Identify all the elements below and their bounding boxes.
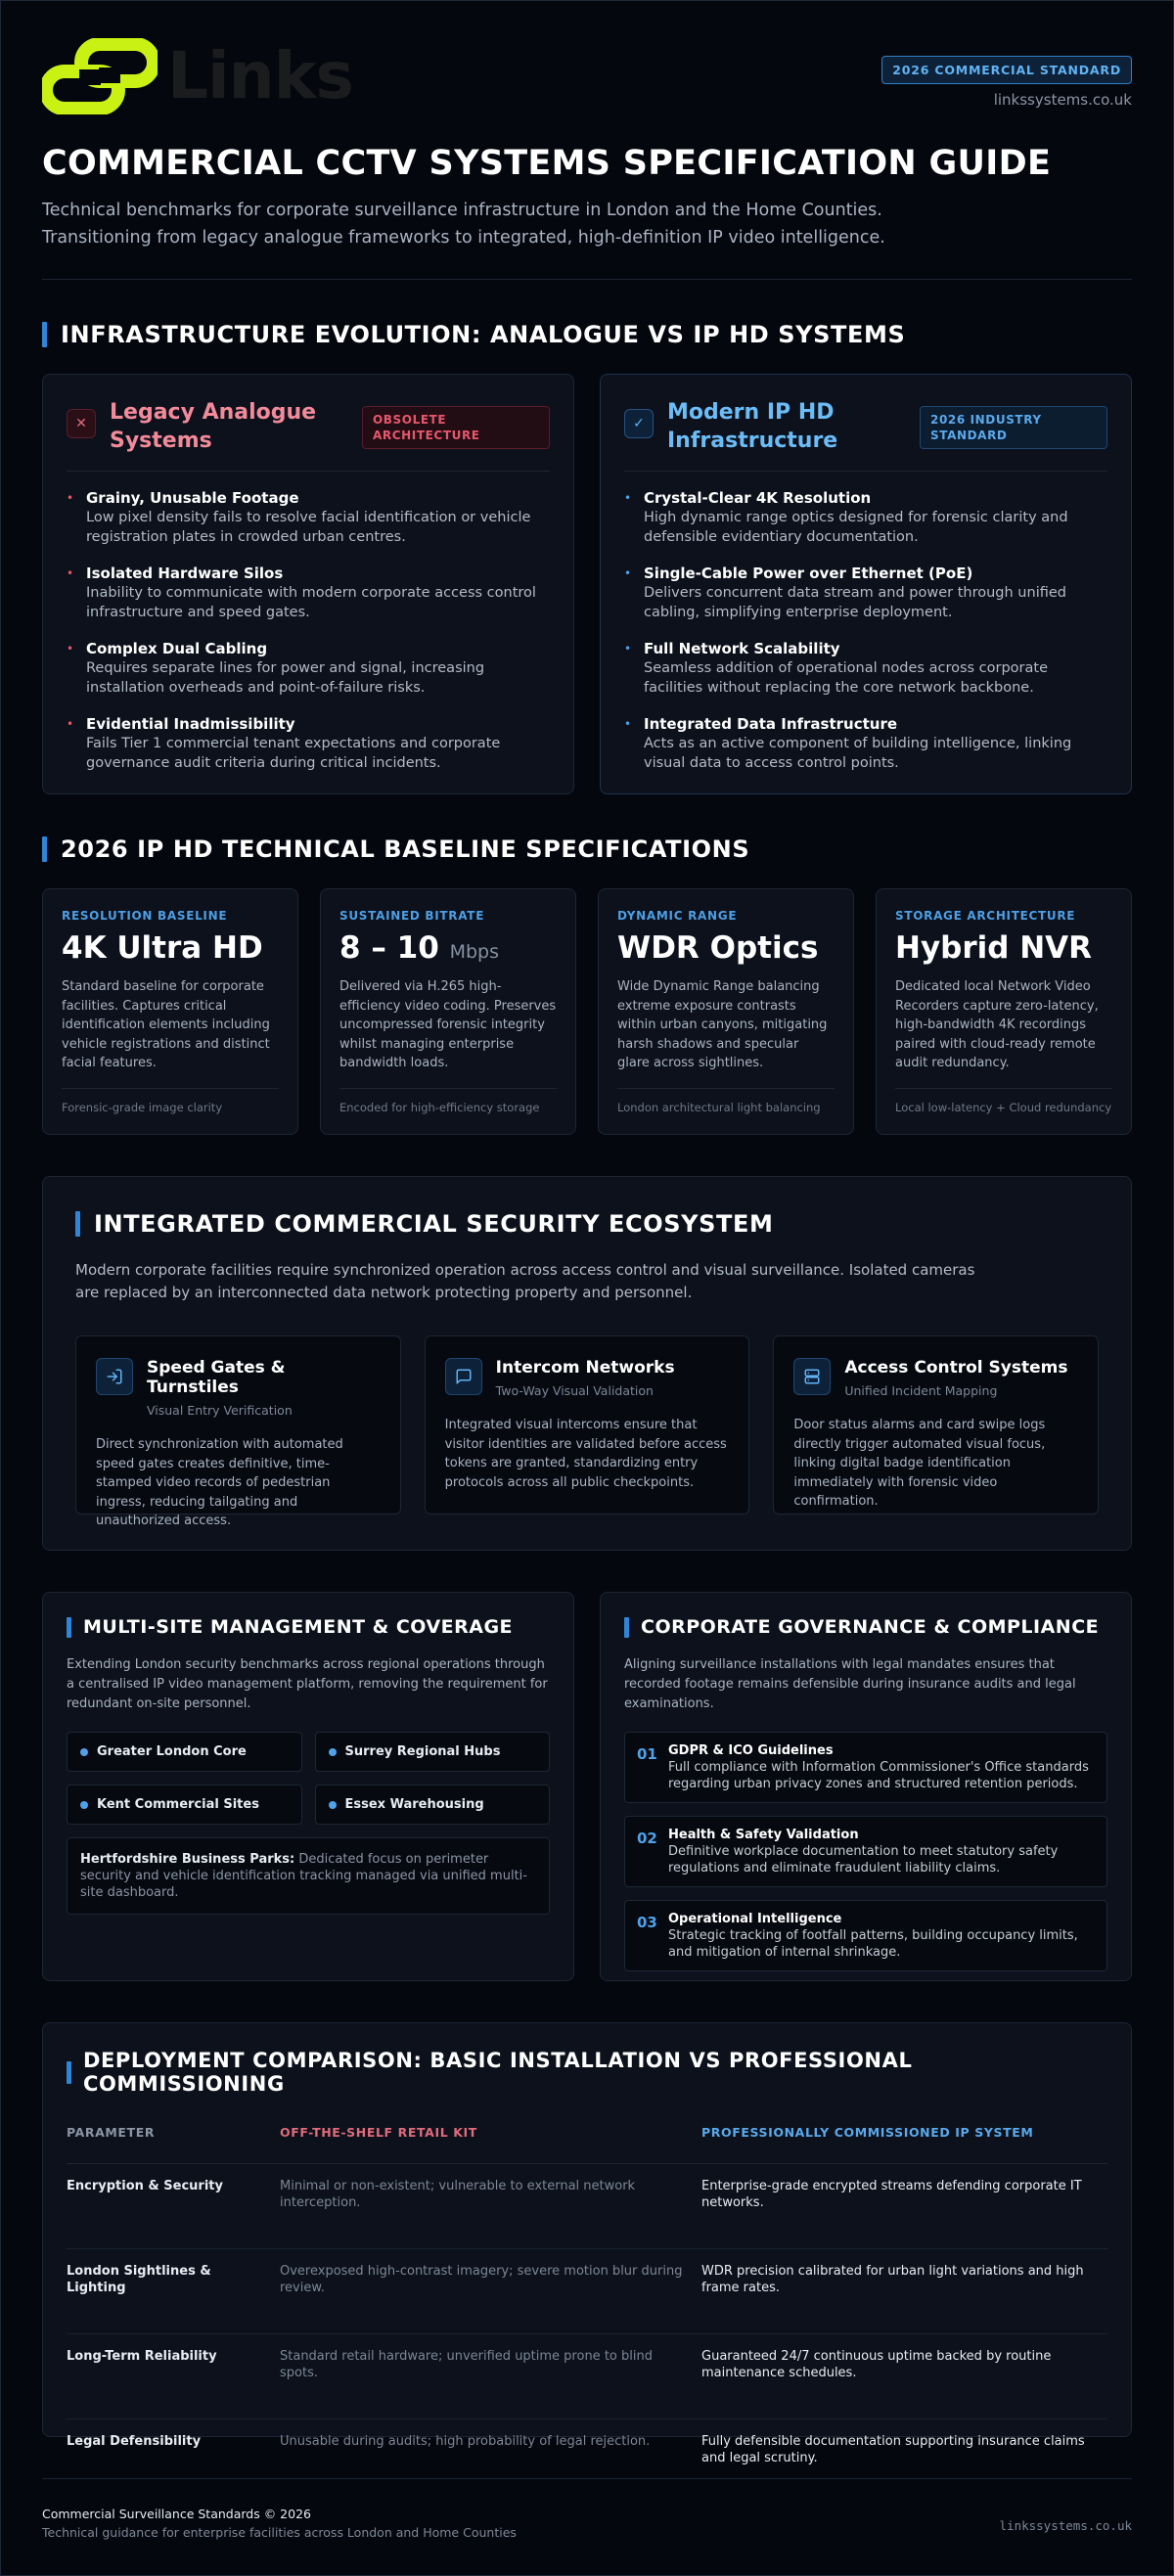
page-intro: [42, 197, 1132, 251]
spec-footnote: Local low-latency + Cloud redundancy: [895, 1088, 1112, 1114]
dot-icon: [329, 1748, 337, 1756]
evolution-title: INFRASTRUCTURE EVOLUTION: ANALOGUE VS IP HD SYSTEMS: [61, 321, 906, 348]
spec-desc: Dedicated local Network Video Recorders capture zero-latency, high-bandwidth 4K recordings paired with cloud-ready remote audit redundancy.: [895, 979, 1099, 1070]
spec-card: [876, 888, 1132, 1135]
bullet-icon: •: [624, 566, 632, 580]
table-row: [67, 2334, 1107, 2419]
specs-title: 2026 IP HD TECHNICAL BASELINE SPECIFICATIONS: [61, 836, 750, 863]
table-cell: Long-Term Reliability: [67, 2334, 280, 2419]
site-link[interactable]: linkssystems.co.uk: [993, 91, 1132, 109]
site-label: Essex Warehousing: [344, 1797, 484, 1812]
legacy-card: [42, 374, 574, 794]
governance-item: [624, 1732, 1107, 1803]
spec-label: SUSTAINED BITRATE: [339, 909, 485, 923]
header-meta: [881, 56, 1132, 109]
accent-bar: [624, 1617, 629, 1638]
spec-card: [598, 888, 854, 1135]
governance-card: [600, 1592, 1132, 1981]
list-item: [67, 565, 550, 622]
legacy-title: Legacy Analogue Systems: [110, 400, 317, 453]
table-cell: Overexposed high-contrast imagery; severe motion blur during review.: [280, 2249, 701, 2334]
modern-card: [600, 374, 1132, 794]
table-cell: Enterprise-grade encrypted streams defending corporate IT networks.: [701, 2164, 1107, 2249]
table-cell: Encryption & Security: [67, 2164, 280, 2249]
item-title: Operational Intelligence: [668, 1912, 842, 1926]
spec-card: [320, 888, 576, 1135]
item-desc: Delivers concurrent data stream and power through unified cabling, simplifying enterprise deployment.: [644, 585, 1066, 620]
spec-unit: Mbps: [449, 941, 500, 963]
bullet-icon: •: [67, 491, 74, 505]
spec-value-text: 4K Ultra HD: [62, 930, 263, 966]
divider: [67, 471, 550, 472]
section-title: [67, 1616, 550, 1638]
spec-desc: Delivered via H.265 high-efficiency video coding. Preserves uncompressed forensic integrity whilst managing enterprise bandwidth loads.: [339, 979, 557, 1070]
footer: [42, 2478, 1132, 2540]
login-icon: [96, 1358, 133, 1395]
ecosystem-section: [42, 1176, 1132, 1551]
check-icon: ✓: [624, 409, 654, 438]
card-subtitle: Two-Way Visual Validation: [495, 1383, 654, 1398]
section-title: [75, 1210, 1099, 1238]
accent-bar: [67, 1617, 71, 1638]
spec-desc: Standard baseline for corporate facilities. Captures critical identification elements including vehicle registrations and distinct facial features.: [62, 979, 270, 1070]
intro-line-1: Technical benchmarks for corporate surveillance infrastructure in London and the Home Counties.: [42, 201, 882, 220]
table-cell: WDR precision calibrated for urban light variations and high frame rates.: [701, 2249, 1107, 2334]
governance-item: [624, 1900, 1107, 1971]
logo[interactable]: [42, 38, 353, 114]
page-title: COMMERCIAL CCTV SYSTEMS SPECIFICATION GUIDE: [42, 144, 1052, 183]
governance-intro: Aligning surveillance installations with legal mandates ensures that recorded footage remains defensible during insurance audits and legal examinations.: [624, 1657, 1076, 1711]
item-number: 01: [637, 1745, 657, 1763]
item-desc: Requires separate lines for power and signal, increasing installation overheads and point-of-failure risks.: [86, 660, 485, 696]
governance-item: [624, 1816, 1107, 1887]
column-header: PARAMETER: [67, 2125, 280, 2164]
spec-value-text: Hybrid NVR: [895, 930, 1093, 966]
site-chip: [67, 1785, 302, 1825]
card-desc: Door status alarms and card swipe logs directly trigger automated visual focus, linking digital badge identification immediately with forensic video confirmation.: [793, 1418, 1046, 1509]
item-title: Evidential Inadmissibility: [86, 715, 295, 733]
ecosystem-card: [425, 1335, 750, 1514]
comparison-title: DEPLOYMENT COMPARISON: BASIC INSTALLATION VS PROFESSIONAL COMMISSIONING: [82, 2049, 913, 2096]
multisite-card: [42, 1592, 574, 1981]
card-desc: Integrated visual intercoms ensure that visitor identities are validated before access tokens are granted, standardizing entry protocols across all public checkpoints.: [444, 1418, 727, 1490]
site-chip: [67, 1732, 302, 1772]
accent-bar: [67, 2061, 71, 2084]
item-title: GDPR & ICO Guidelines: [668, 1743, 834, 1758]
server-icon: [793, 1358, 831, 1395]
spec-footnote: London architectural light balancing: [617, 1088, 835, 1114]
split-section: [42, 1592, 1132, 1981]
item-title: Crystal-Clear 4K Resolution: [644, 489, 872, 507]
spec-value: [617, 930, 835, 966]
logo-mark-icon: [42, 38, 158, 114]
bullet-icon: •: [67, 717, 74, 731]
section-title: [42, 836, 1132, 863]
divider: [42, 279, 1132, 280]
logo-wordmark: Links: [167, 38, 353, 113]
list-item: [67, 715, 550, 773]
comparison-table: [67, 2125, 1107, 2504]
table-row: [67, 2164, 1107, 2249]
item-number: 02: [637, 1830, 657, 1847]
standard-badge: 2026 INDUSTRY STANDARD: [920, 406, 1107, 449]
standard-badge: 2026 COMMERCIAL STANDARD: [881, 56, 1132, 84]
dot-icon: [80, 1801, 88, 1809]
table-cell: Unusable during audits; high probability of legal rejection.: [280, 2434, 651, 2449]
spec-value-text: WDR Optics: [617, 930, 819, 966]
list-item: [624, 640, 1107, 698]
item-desc: Low pixel density fails to resolve facial identification or vehicle registration plates in crowded urban centres.: [86, 510, 531, 545]
item-title: Full Network Scalability: [644, 640, 840, 657]
site-label: Surrey Regional Hubs: [344, 1744, 501, 1759]
item-number: 03: [637, 1914, 657, 1931]
card-subtitle: Visual Entry Verification: [147, 1403, 293, 1418]
item-title: Isolated Hardware Silos: [86, 565, 284, 582]
spec-label: RESOLUTION BASELINE: [62, 909, 228, 923]
bullet-icon: •: [624, 491, 632, 505]
item-title: Single-Cable Power over Ethernet (PoE): [644, 565, 973, 582]
modern-title: Modern IP HD Infrastructure: [667, 400, 838, 453]
site-label: Kent Commercial Sites: [97, 1797, 259, 1812]
site-chip: [315, 1785, 551, 1825]
spec-value-text: 8 – 10: [339, 930, 439, 966]
list-item: [624, 565, 1107, 622]
table-cell: Standard retail hardware; unverified uptime prone to blind spots.: [280, 2334, 701, 2419]
item-title: Integrated Data Infrastructure: [644, 715, 898, 733]
hertfordshire-note: [67, 1837, 550, 1915]
dot-icon: [80, 1748, 88, 1756]
multisite-title: MULTI-SITE MANAGEMENT & COVERAGE: [83, 1616, 514, 1638]
card-desc: Direct synchronization with automated speed gates creates definitive, time-stamped video records of pedestrian ingress, reducing tailgating and unauthorized access.: [96, 1437, 343, 1528]
header: [42, 1, 1132, 128]
item-desc: Fails Tier 1 commercial tenant expectations and corporate governance audit criteria during critical incidents.: [86, 736, 501, 771]
spec-label: STORAGE ARCHITECTURE: [895, 909, 1076, 923]
multisite-intro: Extending London security benchmarks across regional operations through a centralised IP video management platform, removing the requirement for redundant on-site personnel.: [67, 1657, 548, 1711]
footer-tagline: Technical guidance for enterprise facilities across London and Home Counties: [42, 2525, 517, 2540]
column-header: PROFESSIONALLY COMMISSIONED IP SYSTEM: [701, 2125, 1107, 2164]
intro-line-2: Transitioning from legacy analogue frameworks to integrated, high-definition IP video intelligence.: [42, 228, 885, 248]
ecosystem-card: [773, 1335, 1099, 1514]
table-cell: Guaranteed 24/7 continuous uptime backed by routine maintenance schedules.: [701, 2334, 1107, 2419]
spec-value: [62, 930, 279, 966]
divider: [624, 471, 1107, 472]
item-desc: Acts as an active component of building intelligence, linking visual data to access control points.: [644, 736, 1072, 771]
table-row: [67, 2249, 1107, 2334]
ecosystem-card: [75, 1335, 401, 1528]
site-chip: [315, 1732, 551, 1772]
table-header-row: [67, 2125, 1107, 2164]
section-title: [42, 321, 1132, 348]
column-header: OFF-THE-SHELF RETAIL KIT: [280, 2125, 701, 2164]
table-cell: London Sightlines & Lighting: [67, 2249, 280, 2334]
item-desc: Strategic tracking of footfall patterns, building occupancy limits, and mitigation of internal shrinkage.: [668, 1928, 1078, 1960]
item-desc: High dynamic range optics designed for forensic clarity and defensible evidentiary documentation.: [644, 510, 1068, 545]
ecosystem-intro: Modern corporate facilities require synchronized operation across access control and visual surveillance. Isolated cameras are replaced by an interconnected data network protecting property and personnel.: [75, 1261, 975, 1301]
accent-bar: [42, 322, 47, 347]
message-icon: [445, 1358, 482, 1395]
spec-value: [339, 930, 557, 966]
note-label: Hertfordshire Business Parks:: [80, 1852, 295, 1867]
table-cell: Legal Defensibility: [67, 2434, 202, 2449]
table-cell: Fully defensible documentation supporting insurance claims and legal scrutiny.: [701, 2434, 1085, 2465]
bullet-icon: •: [624, 642, 632, 655]
card-title: Access Control Systems: [844, 1358, 1068, 1378]
bullet-icon: •: [67, 566, 74, 580]
dot-icon: [329, 1801, 337, 1809]
list-item: [67, 640, 550, 698]
item-desc: Full compliance with Information Commissioner's Office standards regarding urban privacy zones and structured retention periods.: [668, 1760, 1089, 1791]
footer-link[interactable]: linkssystems.co.uk: [999, 2518, 1132, 2533]
accent-bar: [42, 836, 47, 862]
list-item: [624, 489, 1107, 547]
bullet-icon: •: [624, 717, 632, 731]
item-title: Complex Dual Cabling: [86, 640, 268, 657]
item-desc: Seamless addition of operational nodes across corporate facilities without replacing the core network backbone.: [644, 660, 1049, 696]
footer-copyright: Commercial Surveillance Standards © 2026: [42, 2507, 311, 2521]
section-title: [67, 2049, 1107, 2096]
close-icon: ✕: [67, 409, 96, 438]
bullet-icon: •: [67, 642, 74, 655]
list-item: [624, 715, 1107, 773]
spec-footnote: Forensic-grade image clarity: [62, 1088, 279, 1114]
specs-section: [42, 836, 1132, 1135]
item-title: Grainy, Unusable Footage: [86, 489, 299, 507]
item-desc: Definitive workplace documentation to meet statutory safety regulations and eliminate fraudulent liability claims.: [668, 1844, 1059, 1876]
spec-label: DYNAMIC RANGE: [617, 909, 738, 923]
card-title: Intercom Networks: [495, 1358, 675, 1378]
card-title: Speed Gates & Turnstiles: [147, 1358, 286, 1397]
ecosystem-title: INTEGRATED COMMERCIAL SECURITY ECOSYSTEM: [94, 1210, 774, 1238]
site-label: Greater London Core: [97, 1744, 247, 1759]
evolution-section: [42, 321, 1132, 794]
accent-bar: [75, 1211, 80, 1237]
governance-title: CORPORATE GOVERNANCE & COMPLIANCE: [641, 1616, 1100, 1638]
item-desc: Inability to communicate with modern corporate access control infrastructure and speed gates.: [86, 585, 536, 620]
section-title: [624, 1616, 1107, 1638]
card-subtitle: Unified Incident Mapping: [844, 1383, 998, 1398]
spec-footnote: Encoded for high-efficiency storage: [339, 1088, 557, 1114]
spec-desc: Wide Dynamic Range balancing extreme exposure contrasts within urban canyons, mitigating harsh shadows and specular glare across sightlines.: [617, 979, 828, 1070]
spec-value: [895, 930, 1112, 966]
comparison-section: [42, 2022, 1132, 2465]
item-title: Health & Safety Validation: [668, 1828, 859, 1842]
spec-card: [42, 888, 298, 1135]
list-item: [67, 489, 550, 547]
obsolete-badge: OBSOLETE ARCHITECTURE: [362, 406, 550, 449]
table-cell: Minimal or non-existent; vulnerable to external network interception.: [280, 2164, 701, 2249]
note-text: Dedicated focus on perimeter security and vehicle identification tracking managed via unified multi-site dashboard.: [80, 1852, 527, 1900]
